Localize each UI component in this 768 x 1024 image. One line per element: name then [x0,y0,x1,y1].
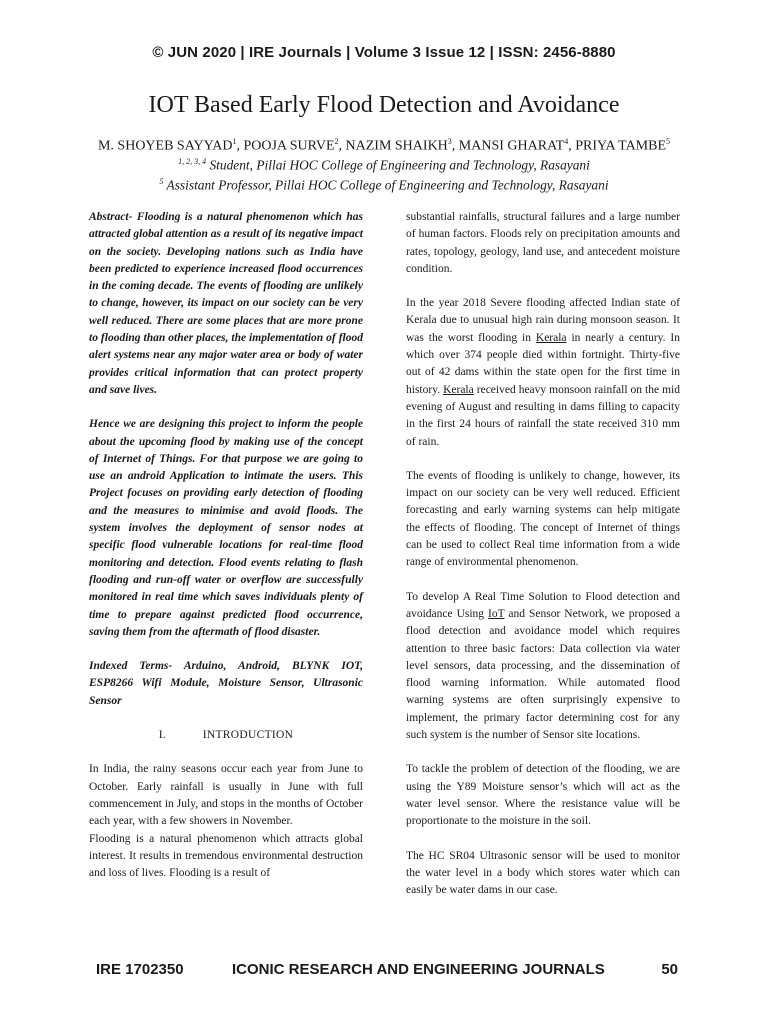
author-name: MANSI GHARAT [458,138,565,154]
affiliation-sup: 5 [159,177,164,186]
affiliation-text: Assistant Professor, Pillai HOC College of Engineering and Technology, Rasayani [163,177,609,193]
abstract-paragraph-2: Hence we are designing this project to inform the people about the upcoming flood by making use of the concept of Internet of Things. For that purpose we are going to use an android Application to intimate the users. This Project focuses on providing early detection of flooding and the measures to minimise and avoid floods. The system involves the deployment of sensor nodes at specific flood vulnerable locations for real-time flood monitoring and detection. Flood events relating to flash flooding and run-off water or overflow are successfully monitored in real time which saves individuals plenty of time to prepare against predicted flood occurrence, saving them from the aftermath of flood disaster. [89,418,363,638]
author-separator: , [338,138,346,154]
journal-header: © JUN 2020 | IRE Journals | Volume 3 Issue 12 | ISSN: 2456-8880 [152,44,616,61]
abstract-paragraph: Abstract- Flooding is a natural phenomenon which has attracted global attention as a result of its negative impact on the society. Developing nations such as India have been predicted to experience increased flood occurrences in the coming decade. The events of flooding are unlikely to change, however, its impact on our society can be very well reduced. There are some places that are more prone to flooding than other places, the implementation of flood alert systems near any major water area or body of water provides critical information that can protect property and save lives. [89,211,363,396]
body-paragraph-kerala [406,295,680,451]
footer-journal-name: ICONIC RESEARCH AND ENGINEERING JOURNALS [232,961,605,978]
body-paragraph-1: substantial rainfalls, structural failures and a large number of human factors. Floods rely on precipitation amounts and rates, topology, geology, land use, and antecedent moisture condition. [406,211,680,275]
page-number: 50 [661,961,678,978]
page-footer [0,961,768,981]
affiliation-sup: 1, 2, 3, 4 [178,157,207,166]
author-separator: , [451,138,459,154]
iot-link[interactable]: IoT [488,607,505,620]
text-run: received heavy monsoon rainfall on the mid evening of August and resulting in dams filling to capacity in the first 24 hours of rainfall the state received 310 mm of rain. [406,383,681,448]
section-heading-introduction [89,727,363,744]
kerala-link[interactable]: Kerala [443,383,474,396]
footer-paper-id: IRE 1702350 [96,961,184,978]
index-terms: Indexed Terms- Arduino, Android, BLYNK IOT, ESP8266 Wifi Module, Moisture Sensor, Ultrasonic Sensor [89,660,363,707]
text-run: To develop A Real Time Solution to Flood detection and avoidance Using [406,590,680,620]
author-separator: , [568,138,576,154]
text-run: in nearly a century. In which over 374 people died within fortnight. Thirty-five out of 42 dams within the state open for the first time in history. [406,331,680,396]
body-paragraph-5: To tackle the problem of detection of the flooding, we are using the Y89 Moisture sensor’s which will act as the water level sensor. Where the resistance value will be proportionate to the moisture in the soil. [406,763,680,828]
author-sup: 3 [447,137,452,146]
author-sup: 1 [232,137,237,146]
author-name: PRIYA TAMBE [575,138,667,154]
author-sup: 2 [334,137,339,146]
author-name: POOJA SURVE [243,138,335,154]
author-name: NAZIM SHAIKH [345,138,448,154]
section-title: INTRODUCTION [202,729,294,742]
section-number: I. [158,729,167,742]
body-paragraph-6: The HC SR04 Ultrasonic sensor will be used to monitor the water level in a body which stores water which can easily be water dams in our case. [406,849,680,897]
intro-paragraph-2: Flooding is a natural phenomenon which attracts global interest. It results in tremendous environmental destruction and loss of lives. Flooding is a result of [89,832,363,880]
text-run: and Sensor Network, we proposed a flood detection and avoidance model which requires attention to three basic factors: Data collection via water level sensors, data processing, and the dissemination of flood warning information. While automated flood warning systems are often surprisingly expensive to implement, the primary factor determining cost for any such system is the number of Sensor site locations. [406,607,680,742]
body-paragraph-3: The events of flooding is unlikely to change, however, its impact on our society can be very well reduced. Efficient forecasting and early warning systems can help mitigate the effects of flooding. The concept of Internet of things can be used to collect Real time information from a wide range of environmental phenomenon. [406,469,680,569]
intro-paragraph-1: In India, the rainy seasons occur each year from June to October. Early rainfall is usually in June with full commencement in July, and stops in the months of October each year, with a few showers in November. [89,763,363,828]
affiliation-text: Student, Pillai HOC College of Engineering and Technology, Rasayani [206,157,590,173]
author-name: M. SHOYEB SAYYAD [97,138,233,154]
affiliation-students [0,157,768,173]
kerala-link[interactable]: Kerala [535,331,567,344]
text-run: In the year 2018 Severe flooding affected Indian state of Kerala due to unusual high rain during monsoon season. It was the worst flooding in [406,297,680,344]
author-list [0,137,768,155]
left-column [89,209,363,899]
affiliation-professor [0,177,768,193]
body-paragraph-iot [406,589,680,745]
author-sup: 4 [564,137,569,146]
author-separator: , [236,138,244,154]
right-column [406,209,680,916]
author-sup: 5 [666,137,671,146]
paper-title: IOT Based Early Flood Detection and Avoidance [148,92,620,118]
